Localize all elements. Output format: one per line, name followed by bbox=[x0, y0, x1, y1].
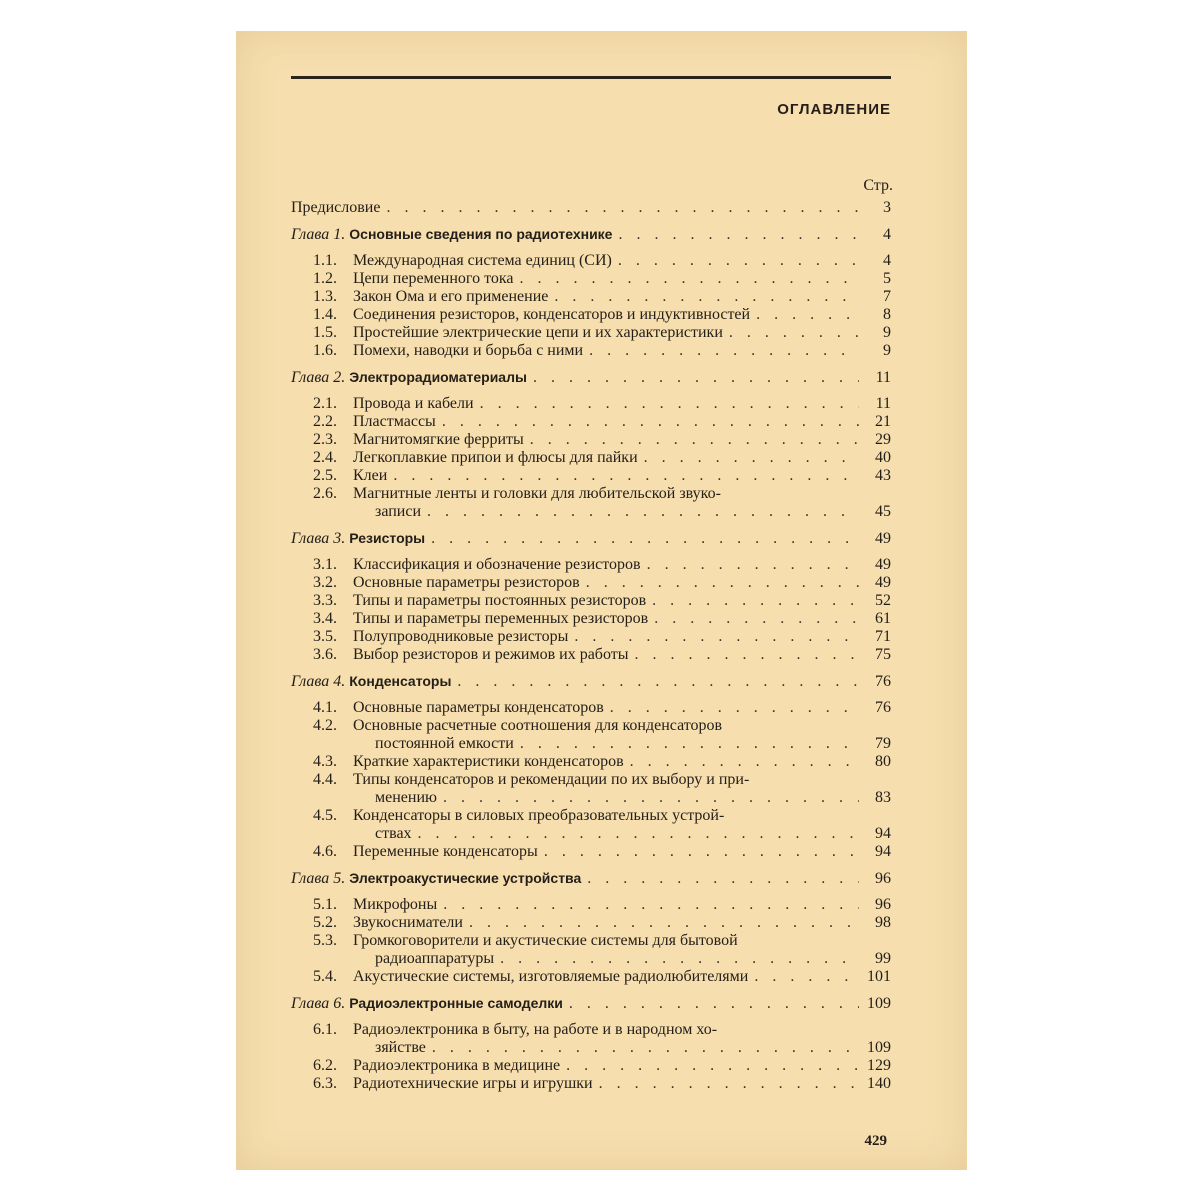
section-title: Радиоэлектроника в медицине bbox=[353, 1057, 561, 1074]
section-page: 98 bbox=[875, 914, 891, 931]
section-number: 1.1. bbox=[313, 252, 337, 269]
toc-section bbox=[291, 628, 891, 646]
section-page: 8 bbox=[883, 306, 891, 323]
section-number: 3.2. bbox=[313, 574, 337, 591]
section-number: 4.6. bbox=[313, 843, 337, 860]
chapter-page: 4 bbox=[883, 226, 891, 243]
section-title-continued: постоянной емкости bbox=[375, 735, 514, 752]
dot-leader bbox=[469, 914, 859, 932]
dot-leader bbox=[393, 467, 859, 485]
dot-leader bbox=[618, 252, 859, 270]
section-title-continued: радиоаппаратуры bbox=[375, 950, 495, 967]
dot-leader bbox=[533, 369, 859, 387]
chapter-label: Глава 4. bbox=[291, 673, 346, 690]
section-title: Краткие характеристики конденсаторов bbox=[353, 753, 624, 770]
toc-section bbox=[291, 914, 891, 932]
dot-leader bbox=[443, 789, 859, 807]
section-number: 5.3. bbox=[313, 932, 337, 949]
toc-chapter bbox=[291, 529, 891, 547]
section-page: 49 bbox=[875, 574, 891, 591]
dot-leader bbox=[587, 870, 859, 888]
section-title: Магнитные ленты и головки для любительской звуко- bbox=[353, 485, 721, 502]
toc-section bbox=[291, 1057, 891, 1075]
toc-section bbox=[291, 485, 891, 521]
section-page: 94 bbox=[875, 843, 891, 860]
section-page: 49 bbox=[875, 556, 891, 573]
chapter-page: 109 bbox=[867, 995, 891, 1012]
section-page: 7 bbox=[883, 288, 891, 305]
toc-section bbox=[291, 932, 891, 968]
section-number: 1.6. bbox=[313, 342, 337, 359]
top-rule bbox=[291, 76, 891, 79]
dot-leader bbox=[520, 735, 859, 753]
toc-section bbox=[291, 592, 891, 610]
section-page: 61 bbox=[875, 610, 891, 627]
dot-leader bbox=[427, 503, 859, 521]
toc-section bbox=[291, 395, 891, 413]
dot-leader bbox=[442, 413, 859, 431]
chapter-label: Глава 5. bbox=[291, 870, 346, 887]
section-title: Выбор резисторов и режимов их работы bbox=[353, 646, 629, 663]
toc-section bbox=[291, 342, 891, 360]
section-number: 4.4. bbox=[313, 771, 337, 788]
toc-section bbox=[291, 807, 891, 843]
section-title-continued: зяйстве bbox=[375, 1039, 426, 1056]
chapter-page: 11 bbox=[875, 369, 891, 386]
toc-preface bbox=[291, 199, 891, 217]
chapter-title: Радиоэлектронные самоделки bbox=[349, 995, 563, 1011]
dot-leader bbox=[652, 592, 859, 610]
section-title: Микрофоны bbox=[353, 896, 438, 913]
section-page: 109 bbox=[867, 1039, 891, 1056]
toc-section bbox=[291, 1075, 891, 1093]
section-title: Громкоговорители и акустические системы для бытовой bbox=[353, 932, 738, 949]
chapter-page: 49 bbox=[875, 530, 891, 547]
toc-section bbox=[291, 431, 891, 449]
section-page: 5 bbox=[883, 270, 891, 287]
toc-section bbox=[291, 467, 891, 485]
section-number: 2.1. bbox=[313, 395, 337, 412]
section-number: 5.4. bbox=[313, 968, 337, 985]
toc-section bbox=[291, 306, 891, 324]
section-title: Магнитомягкие ферриты bbox=[353, 431, 524, 448]
page-title: ОГЛАВЛЕНИЕ bbox=[777, 101, 891, 118]
section-number: 6.3. bbox=[313, 1075, 337, 1092]
chapter-page: 76 bbox=[875, 673, 891, 690]
section-number: 6.2. bbox=[313, 1057, 337, 1074]
toc-section bbox=[291, 717, 891, 753]
toc-section bbox=[291, 646, 891, 664]
section-page: 52 bbox=[875, 592, 891, 609]
dot-leader bbox=[554, 288, 859, 306]
section-number: 4.3. bbox=[313, 753, 337, 770]
section-title: Клеи bbox=[353, 467, 388, 484]
toc-section bbox=[291, 843, 891, 861]
chapter-title: Резисторы bbox=[349, 530, 426, 546]
dot-leader bbox=[569, 995, 859, 1013]
section-page: 11 bbox=[875, 395, 891, 412]
section-page: 29 bbox=[875, 431, 891, 448]
section-number: 3.3. bbox=[313, 592, 337, 609]
dot-leader bbox=[530, 431, 859, 449]
toc-section bbox=[291, 574, 891, 592]
toc-chapter bbox=[291, 869, 891, 887]
chapter-label: Глава 2. bbox=[291, 369, 346, 386]
section-number: 5.2. bbox=[313, 914, 337, 931]
toc-section bbox=[291, 449, 891, 467]
section-title: Звукосниматели bbox=[353, 914, 463, 931]
toc-section bbox=[291, 968, 891, 986]
section-title: Закон Ома и его применение bbox=[353, 288, 549, 305]
table-of-contents bbox=[291, 199, 891, 1093]
chapter-label: Глава 1. bbox=[291, 226, 346, 243]
section-number: 1.2. bbox=[313, 270, 337, 287]
section-number: 3.1. bbox=[313, 556, 337, 573]
section-title: Основные расчетные соотношения для конденсаторов bbox=[353, 717, 723, 734]
section-page: 94 bbox=[875, 825, 891, 842]
section-number: 2.2. bbox=[313, 413, 337, 430]
dot-leader bbox=[647, 556, 859, 574]
section-page: 21 bbox=[875, 413, 891, 430]
dot-leader bbox=[418, 825, 859, 843]
section-page: 71 bbox=[875, 628, 891, 645]
section-title: Простейшие электрические цепи и их характеристики bbox=[353, 324, 723, 341]
section-page: 140 bbox=[867, 1075, 891, 1092]
section-page: 75 bbox=[875, 646, 891, 663]
dot-leader bbox=[519, 270, 859, 288]
toc-chapter bbox=[291, 225, 891, 243]
section-number: 2.3. bbox=[313, 431, 337, 448]
section-title: Провода и кабели bbox=[353, 395, 474, 412]
book-page bbox=[236, 31, 967, 1170]
toc-section bbox=[291, 288, 891, 306]
chapter-title: Электроакустические устройства bbox=[349, 870, 582, 886]
section-title: Международная система единиц (СИ) bbox=[353, 252, 612, 269]
toc-section bbox=[291, 1021, 891, 1057]
section-page: 4 bbox=[883, 252, 891, 269]
section-number: 2.4. bbox=[313, 449, 337, 466]
section-page: 45 bbox=[875, 503, 891, 520]
toc-preface-page: 3 bbox=[883, 199, 891, 216]
section-number: 4.1. bbox=[313, 699, 337, 716]
chapter-title: Конденсаторы bbox=[349, 673, 452, 689]
dot-leader bbox=[644, 449, 859, 467]
toc-section bbox=[291, 324, 891, 342]
toc-section bbox=[291, 252, 891, 270]
toc-chapter bbox=[291, 994, 891, 1012]
section-title: Соединения резисторов, конденсаторов и индуктивностей bbox=[353, 306, 751, 323]
dot-leader bbox=[431, 530, 859, 548]
section-page: 40 bbox=[875, 449, 891, 466]
section-number: 2.6. bbox=[313, 485, 337, 502]
page-number: 429 bbox=[864, 1133, 887, 1149]
chapter-label: Глава 6. bbox=[291, 995, 346, 1012]
section-number: 4.5. bbox=[313, 807, 337, 824]
dot-leader bbox=[610, 699, 859, 717]
section-title: Радиоэлектроника в быту, на работе и в народном хо- bbox=[353, 1021, 718, 1038]
toc-chapter bbox=[291, 672, 891, 690]
section-number: 3.4. bbox=[313, 610, 337, 627]
dot-leader bbox=[634, 646, 859, 664]
section-title: Основные параметры конденсаторов bbox=[353, 699, 604, 716]
section-number: 3.6. bbox=[313, 646, 337, 663]
toc-section bbox=[291, 556, 891, 574]
chapter-title: Электрорадиоматериалы bbox=[349, 369, 527, 385]
dot-leader bbox=[630, 753, 859, 771]
toc-section bbox=[291, 610, 891, 628]
section-title: Пластмассы bbox=[353, 413, 436, 430]
toc-section bbox=[291, 896, 891, 914]
dot-leader bbox=[566, 1057, 859, 1075]
dot-leader bbox=[654, 610, 859, 628]
section-page: 76 bbox=[875, 699, 891, 716]
dot-leader bbox=[574, 628, 859, 646]
section-page: 9 bbox=[883, 342, 891, 359]
section-title: Типы и параметры переменных резисторов bbox=[353, 610, 649, 627]
toc-section bbox=[291, 753, 891, 771]
toc-chapters bbox=[291, 225, 891, 1093]
section-title: Радиотехнические игры и игрушки bbox=[353, 1075, 593, 1092]
section-page: 101 bbox=[867, 968, 891, 985]
section-title-continued: записи bbox=[375, 503, 421, 520]
section-page: 129 bbox=[867, 1057, 891, 1074]
section-title: Типы и параметры постоянных резисторов bbox=[353, 592, 647, 609]
section-number: 1.5. bbox=[313, 324, 337, 341]
chapter-page: 96 bbox=[875, 870, 891, 887]
toc-section bbox=[291, 413, 891, 431]
dot-leader bbox=[754, 968, 859, 986]
section-title: Конденсаторы в силовых преобразовательных устрой- bbox=[353, 807, 725, 824]
toc-section bbox=[291, 771, 891, 807]
section-title: Легкоплавкие припои и флюсы для пайки bbox=[353, 449, 638, 466]
section-number: 1.3. bbox=[313, 288, 337, 305]
section-number: 6.1. bbox=[313, 1021, 337, 1038]
chapter-title: Основные сведения по радиотехнике bbox=[349, 226, 613, 242]
section-title: Классификация и обозначение резисторов bbox=[353, 556, 641, 573]
section-title: Переменные конденсаторы bbox=[353, 843, 538, 860]
toc-preface-text: Предисловие bbox=[291, 199, 381, 216]
dot-leader bbox=[599, 1075, 859, 1093]
dot-leader bbox=[432, 1039, 859, 1057]
section-page: 79 bbox=[875, 735, 891, 752]
section-number: 2.5. bbox=[313, 467, 337, 484]
section-number: 1.4. bbox=[313, 306, 337, 323]
dot-leader bbox=[443, 896, 859, 914]
section-title-continued: менению bbox=[375, 789, 437, 806]
section-page: 96 bbox=[875, 896, 891, 913]
section-title: Цепи переменного тока bbox=[353, 270, 514, 287]
dot-leader bbox=[544, 843, 859, 861]
section-page: 80 bbox=[875, 753, 891, 770]
section-title: Основные параметры резисторов bbox=[353, 574, 580, 591]
dot-leader bbox=[386, 199, 859, 217]
dot-leader bbox=[589, 342, 859, 360]
section-page: 43 bbox=[875, 467, 891, 484]
section-number: 4.2. bbox=[313, 717, 337, 734]
section-number: 3.5. bbox=[313, 628, 337, 645]
section-page: 9 bbox=[883, 324, 891, 341]
section-page: 99 bbox=[875, 950, 891, 967]
dot-leader bbox=[457, 673, 859, 691]
section-title: Помехи, наводки и борьба с ними bbox=[353, 342, 584, 359]
section-title: Полупроводниковые резисторы bbox=[353, 628, 569, 645]
toc-section bbox=[291, 270, 891, 288]
dot-leader bbox=[586, 574, 859, 592]
dot-leader bbox=[500, 950, 859, 968]
page-column-header: Стр. bbox=[863, 177, 893, 194]
toc-section bbox=[291, 699, 891, 717]
toc-chapter bbox=[291, 368, 891, 386]
section-title: Типы конденсаторов и рекомендации по их выбору и при- bbox=[353, 771, 750, 788]
chapter-label: Глава 3. bbox=[291, 530, 346, 547]
section-number: 5.1. bbox=[313, 896, 337, 913]
dot-leader bbox=[618, 226, 859, 244]
dot-leader bbox=[480, 395, 859, 413]
dot-leader bbox=[729, 324, 859, 342]
section-title: Акустические системы, изготовляемые радиолюбителями bbox=[353, 968, 749, 985]
section-page: 83 bbox=[875, 789, 891, 806]
dot-leader bbox=[756, 306, 859, 324]
section-title-continued: ствах bbox=[375, 825, 412, 842]
